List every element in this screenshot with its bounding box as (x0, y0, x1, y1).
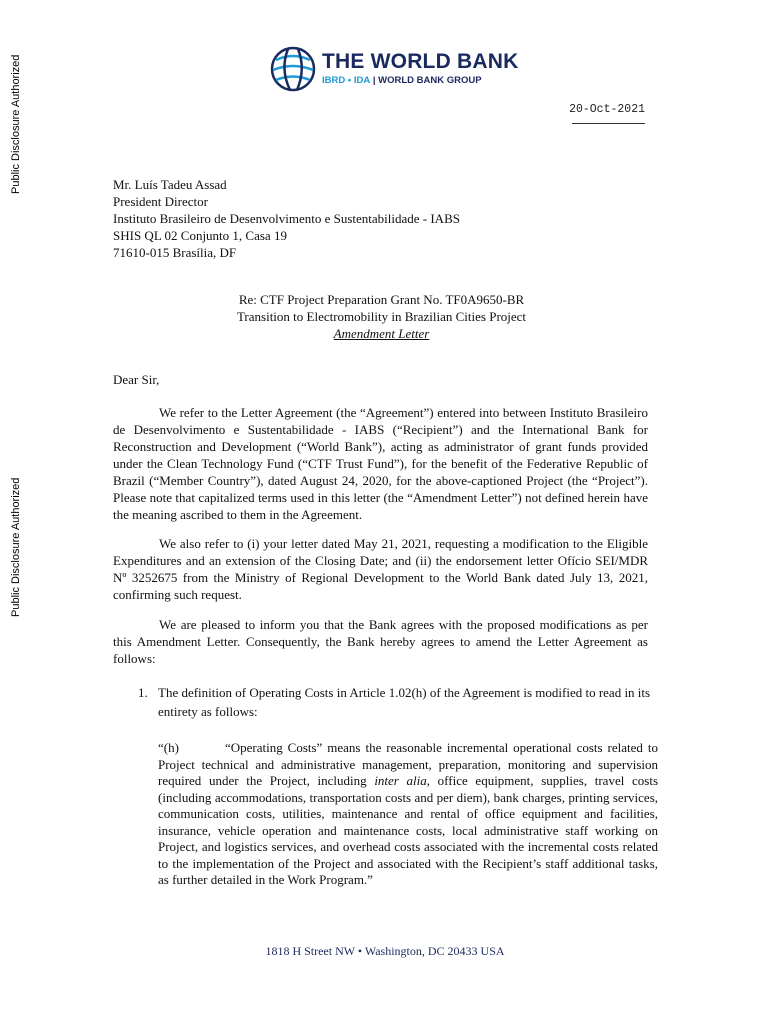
subject-amendment: Amendment Letter (333, 326, 430, 341)
paragraph-request: We also refer to (i) your letter dated May 21, 2021, requesting a modification to the Eligible Expenditures and an extension of the Closing Date; and (ii) the endorsement letter Ofício SEI/MDR Nº 3252675 from the Ministry of Regional Development to the World Bank dated July 13, 2021, confirming such request. (113, 536, 648, 602)
salutation: Dear Sir, (113, 372, 160, 387)
letter-date: 20-Oct-2021 (569, 103, 645, 116)
item-text: The definition of Operating Costs in Article 1.02(h) of the Agreement is modified to read in its entirety as follows: (158, 685, 651, 719)
address-line: President Director (113, 194, 208, 209)
address-line: Mr. Luís Tadeu Assad (113, 177, 227, 192)
item-number: 1. (138, 685, 148, 700)
quote-text-end: , office equipment, supplies, travel costs (including accommodations, transportation costs and per diem), bank charges, printing services, communication costs, utilities, maintenance and rental of office equipment and facilities, insurance, vehicle operation and maintenance costs, local administrative staff working on Project, and logistics services, and overhead costs associated with the incremental costs related to the implementation of the Project and associated with the Recipient’s staff additional tasks, as further detailed in the Work Program.” (158, 773, 659, 887)
amendment-item (138, 683, 658, 721)
logo-title: THE WORLD BANK (322, 50, 519, 73)
world-bank-logo (270, 44, 519, 96)
logo-group: WORLD BANK GROUP (378, 75, 482, 86)
subject-grant: Re: CTF Project Preparation Grant No. TF0A9650-BR (238, 292, 525, 307)
logo-divider: | (372, 75, 376, 86)
date-underline (572, 123, 645, 124)
quote-italic: inter alia (374, 773, 427, 788)
address-line: SHIS QL 02 Conjunto 1, Casa 19 (113, 228, 287, 243)
disclosure-stamp-middle: Public Disclosure Authorized (10, 477, 22, 617)
quote-label: “(h) (158, 740, 179, 755)
paragraph-agreement: We refer to the Letter Agreement (the “Agreement”) entered into between Instituto Brasileiro de Desenvolvimento e Sustentabilidade - IABS (“Recipient”) and the International Bank for Reconstruction and Development (“World Bank”), acting as administrator of grant funds provided under the Clean Technology Fund (“CTF Trust Fund”), for the benefit of the Federative Republic of Brazil (“Member Country”), dated August 24, 2020, for the above-captioned Project (the “Project”). Please note that capitalized terms used in this letter (the “Amendment Letter”) not defined herein have the meaning ascribed to them in the Agreement. (113, 405, 648, 522)
logo-subtitle (322, 75, 482, 86)
subject-project: Transition to Electromobility in Brazilian Cities Project (236, 309, 527, 324)
disclosure-stamp-top: Public Disclosure Authorized (10, 54, 22, 194)
operating-costs-definition (158, 740, 658, 889)
logo-ibrd-ida: IBRD • IDA (322, 75, 371, 86)
paragraph-agreement-amend: We are pleased to inform you that the Bank agrees with the proposed modifications as per this Amendment Letter. Consequently, the Bank hereby agrees to amend the Letter Agreement as follows: (113, 617, 648, 666)
recipient-address (113, 176, 460, 261)
quote-text-start: “Operating Costs” means the reasonable incremental operational costs related to Project technical and administrative management, preparation, monitoring and supervision required under the Project, including (158, 740, 658, 788)
address-line: 71610-015 Brasília, DF (113, 245, 237, 260)
globe-icon (270, 46, 316, 92)
footer-address: 1818 H Street NW • Washington, DC 20433 USA (265, 944, 505, 958)
address-line: Instituto Brasileiro de Desenvolvimento e Sustentabilidade - IABS (113, 211, 460, 226)
subject-block (113, 291, 650, 342)
